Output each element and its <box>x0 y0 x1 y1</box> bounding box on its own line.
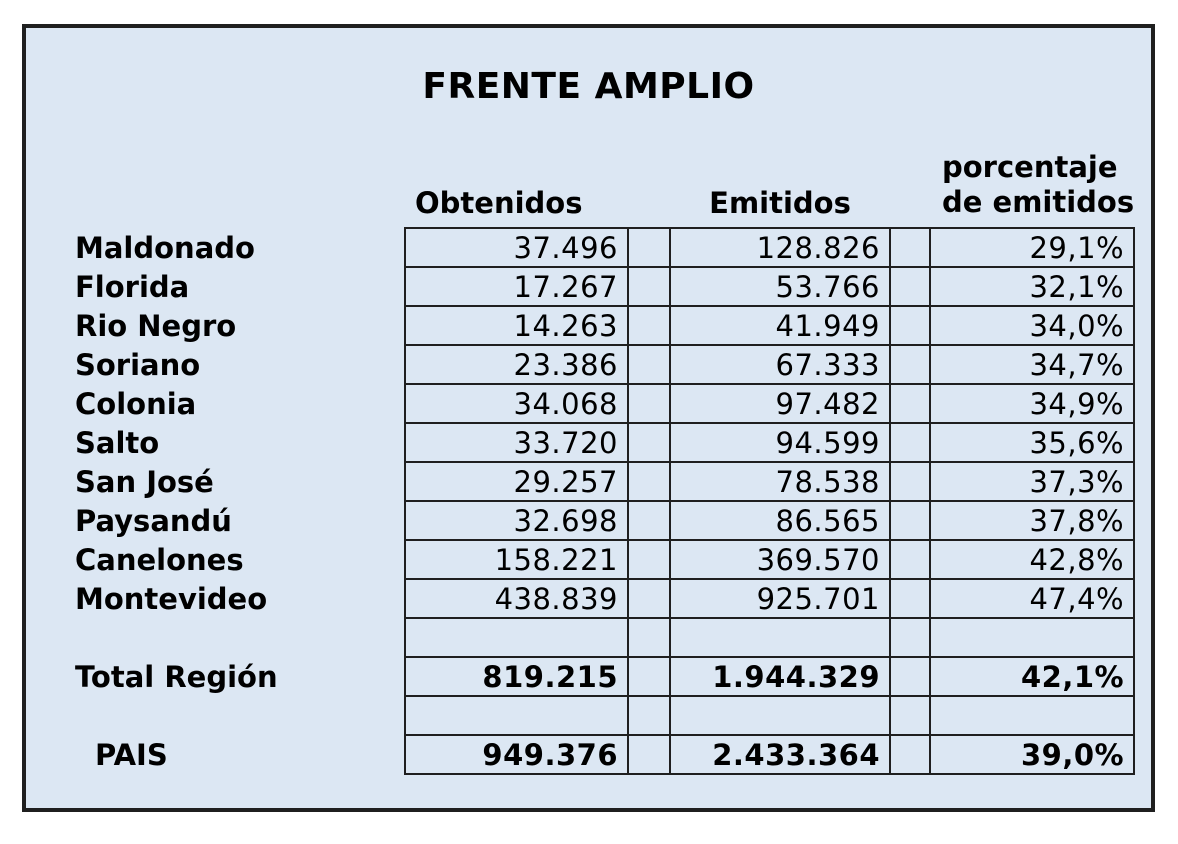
spacer-cell <box>890 423 930 462</box>
emitidos-value: 41.949 <box>670 306 890 345</box>
page-title: FRENTE AMPLIO <box>422 66 755 107</box>
spacer-cell <box>890 657 930 696</box>
spacer-cell <box>628 228 670 267</box>
emitidos-value: 128.826 <box>670 228 890 267</box>
porcentaje-value: 34,7% <box>930 345 1134 384</box>
spacer-cell <box>890 618 930 657</box>
porcentaje-value: 42,1% <box>930 657 1134 696</box>
column-header-porcentaje-line2: de emitidos <box>942 185 1135 220</box>
row-label: Colonia <box>75 386 197 421</box>
spacer-cell <box>628 579 670 618</box>
row-label: Rio Negro <box>75 308 237 343</box>
porcentaje-value: 42,8% <box>930 540 1134 579</box>
row-label: Paysandú <box>75 503 232 538</box>
porcentaje-value: 37,3% <box>930 462 1134 501</box>
obtenidos-value: 37.496 <box>405 228 628 267</box>
table-row <box>75 228 1134 267</box>
spacer-cell <box>628 618 670 657</box>
column-header-emitidos: Emitidos <box>709 186 851 220</box>
spacer-cell <box>628 501 670 540</box>
spacer-cell <box>890 228 930 267</box>
total-region-row <box>75 657 1134 696</box>
porcentaje-value: 34,0% <box>930 306 1134 345</box>
table-row <box>75 501 1134 540</box>
spacer-cell <box>628 462 670 501</box>
emitidos-value: 53.766 <box>670 267 890 306</box>
obtenidos-value: 33.720 <box>405 423 628 462</box>
emitidos-value: 94.599 <box>670 423 890 462</box>
row-label: San José <box>75 464 214 499</box>
porcentaje-value: 32,1% <box>930 267 1134 306</box>
header-region-blank <box>75 139 405 228</box>
row-label: Soriano <box>75 347 201 382</box>
porcentaje-value <box>930 696 1134 735</box>
obtenidos-value: 17.267 <box>405 267 628 306</box>
porcentaje-value: 47,4% <box>930 579 1134 618</box>
results-table <box>75 139 1135 775</box>
emitidos-value: 1.944.329 <box>670 657 890 696</box>
row-label: PAIS <box>95 737 168 772</box>
obtenidos-value: 14.263 <box>405 306 628 345</box>
empty-row <box>75 618 1134 657</box>
obtenidos-value: 34.068 <box>405 384 628 423</box>
spacer-cell <box>890 540 930 579</box>
column-header-porcentaje <box>930 139 1134 228</box>
spacer-cell <box>628 657 670 696</box>
porcentaje-value: 35,6% <box>930 423 1134 462</box>
row-label: Total Región <box>75 659 278 694</box>
slide-frame <box>22 24 1155 812</box>
row-label: Florida <box>75 269 190 304</box>
spacer-cell <box>890 384 930 423</box>
spacer-cell <box>890 501 930 540</box>
obtenidos-value: 29.257 <box>405 462 628 501</box>
spacer-cell <box>628 345 670 384</box>
table-row <box>75 579 1134 618</box>
empty-row <box>75 696 1134 735</box>
porcentaje-value: 37,8% <box>930 501 1134 540</box>
row-label <box>75 696 405 735</box>
obtenidos-value: 158.221 <box>405 540 628 579</box>
emitidos-value: 78.538 <box>670 462 890 501</box>
row-label: Montevideo <box>75 581 268 616</box>
row-label <box>75 618 405 657</box>
table-row <box>75 423 1134 462</box>
table-row <box>75 540 1134 579</box>
obtenidos-value: 819.215 <box>405 657 628 696</box>
table-row <box>75 384 1134 423</box>
pais-total-row <box>75 735 1134 774</box>
table-row <box>75 267 1134 306</box>
table-row <box>75 462 1134 501</box>
emitidos-value: 67.333 <box>670 345 890 384</box>
row-label: Salto <box>75 425 160 460</box>
obtenidos-value: 949.376 <box>405 735 628 774</box>
spacer-cell <box>890 345 930 384</box>
column-header-obtenidos: Obtenidos <box>415 186 583 220</box>
spacer-cell <box>628 306 670 345</box>
header-spacer <box>628 139 670 228</box>
row-label: Canelones <box>75 542 244 577</box>
emitidos-value: 369.570 <box>670 540 890 579</box>
porcentaje-value: 29,1% <box>930 228 1134 267</box>
obtenidos-value: 438.839 <box>405 579 628 618</box>
column-header-porcentaje-line1: porcentaje <box>942 150 1118 185</box>
table-row <box>75 345 1134 384</box>
emitidos-value: 97.482 <box>670 384 890 423</box>
spacer-cell <box>890 267 930 306</box>
spacer-cell <box>628 384 670 423</box>
emitidos-value: 925.701 <box>670 579 890 618</box>
header-spacer <box>890 139 930 228</box>
obtenidos-value: 23.386 <box>405 345 628 384</box>
porcentaje-value: 34,9% <box>930 384 1134 423</box>
spacer-cell <box>628 267 670 306</box>
spacer-cell <box>890 579 930 618</box>
emitidos-value: 86.565 <box>670 501 890 540</box>
spacer-cell <box>628 423 670 462</box>
porcentaje-value: 39,0% <box>930 735 1134 774</box>
obtenidos-value <box>405 618 628 657</box>
spacer-cell <box>890 696 930 735</box>
spacer-cell <box>890 306 930 345</box>
spacer-cell <box>890 462 930 501</box>
porcentaje-value <box>930 618 1134 657</box>
row-label: Maldonado <box>75 230 255 265</box>
spacer-cell <box>628 696 670 735</box>
emitidos-value <box>670 618 890 657</box>
table-row <box>75 306 1134 345</box>
spacer-cell <box>890 735 930 774</box>
table-header-row <box>75 139 1134 228</box>
spacer-cell <box>628 540 670 579</box>
emitidos-value <box>670 696 890 735</box>
obtenidos-value: 32.698 <box>405 501 628 540</box>
emitidos-value: 2.433.364 <box>670 735 890 774</box>
spacer-cell <box>628 735 670 774</box>
obtenidos-value <box>405 696 628 735</box>
